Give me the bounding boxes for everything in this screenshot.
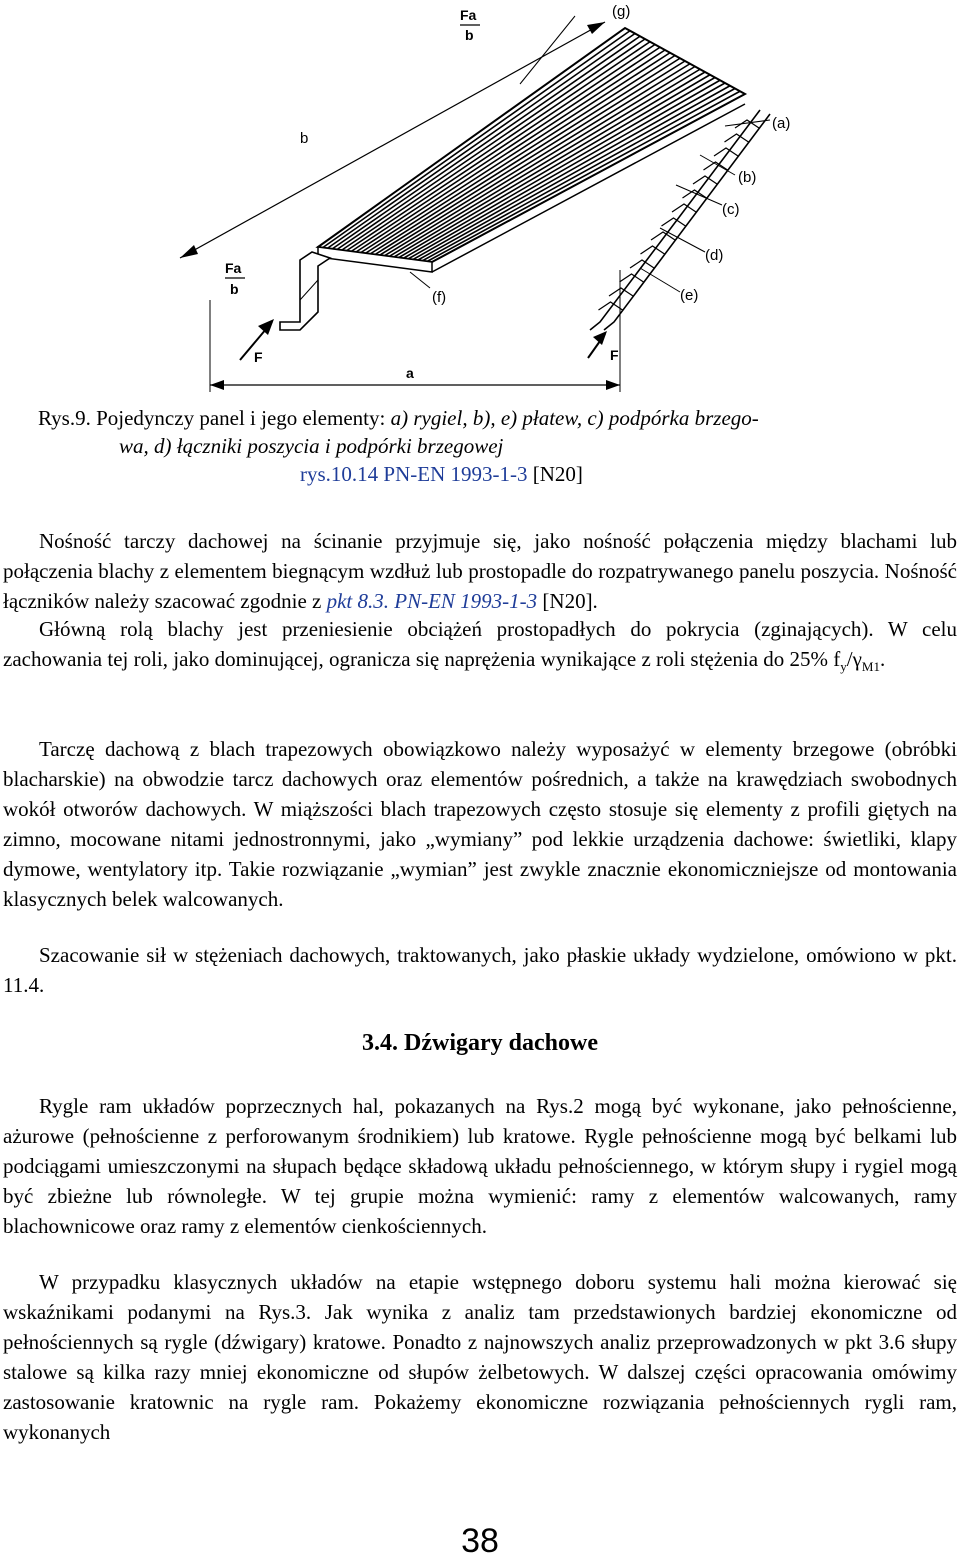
f-right-label: F [610,347,619,363]
paragraph-5-text: Rygle ram układów poprzecznych hal, pokazanych na Rys.2 mogą być wykonane, jako pełnościenne, ażurowe (pełnościenne z perforowanym środnikiem) lub kratowe. Rygle pełnościenne mogą być belkami lub podciągami umieszczonymi na słupach będące składową układu pełnościennego, w którym słupy i rygiel mogą być zbieżne lub równoległe. W tej grupie można wymienić: ramy z elementów walcowanych, ramy blachownicowe oraz ramy z elementów cienkościennych. [3,1094,957,1238]
section-heading: 3.4. Dźwigary dachowe [362,1030,598,1056]
paragraph-1-reference-link[interactable]: pkt 8.3. PN-EN 1993-1-3 [326,589,538,613]
paragraph-6 [3,1267,957,1447]
caption-italic: a) rygiel, b), e) płatew, c) podpórka brzego- [390,406,759,430]
roof-panel-figure [0,0,960,400]
paragraph-1-text: Nośność tarczy dachowej na ścinanie przyjmuje się, jako nośność połączenia między blachami lub połączenia blachy z elementem biegnącym wzdłuż lub prostopadle do rozpatrywanego panelu poszycia. Nośność łączników należy szacować zgodnie z [3,529,957,613]
label-b: (b) [738,169,757,186]
paragraph-3 [3,734,957,914]
label-a: (a) [772,115,791,132]
figure-caption-line3 [300,460,960,488]
paragraph-2-sub-y: y [840,659,847,675]
paragraph-2-sub-m1: M1 [861,659,880,675]
paragraph-2-text: Główną rolą blachy jest przeniesienie obciążeń prostopadłych do pokrycia (zginających). W celu zachowania tej roli, jako dominującej, ogranicza się naprężenia wynikające z roli stężenia do 25% f [3,617,957,671]
fa-left-label: Fa [225,260,242,276]
a-dimension-label: a [406,365,414,381]
label-f: (f) [432,289,447,306]
paragraph-4-text: Szacowanie sił w stężeniach dachowych, traktowanych, jako płaskie układy wydzielone, omówiono w pkt. 11.4. [3,943,957,997]
sheet-rib [375,61,685,255]
b-top-label: b [465,27,474,43]
figure-caption-line2: wa, d) łączniki poszycia i podpórki brzegowej [119,434,504,458]
label-c: (c) [722,201,740,218]
paragraph-4 [3,940,957,1000]
paragraph-2-end: . [879,647,886,671]
sheet-rib [370,58,680,254]
label-e: (e) [680,287,699,304]
page-number: 38 [461,1522,499,1560]
label-d: (d) [705,247,724,264]
paragraph-6-text: W przypadku klasycznych układów na etapie wstępnego doboru systemu hali można kierować się wskaźnikami podanymi na Rys.3. Jak wynika z analiz tam przedstawionych bardziej ekonomiczne od pełnościennych są rygle (dźwigary) kratowe. Ponadto z najnowszych analiz przeprowadzonych w pkt 3.6 słupy stalowe są kilka razy mniej ekonomiczne od słupów żelbetowych. W dalszej części opracowania omówimy zastosowanie kratownic na rygle ram. Pokażemy ekonomiczne rozwiązania pełnościennych rygli ram, wykonanych [3,1270,957,1444]
b-diag-label: b [300,130,309,147]
fa-top-label: Fa [460,7,477,23]
paragraph-3-text: Tarczę dachową z blach trapezowych obowiązkowo należy wyposażyć w elementy brzegowe (obróbki blacharskie) na obwodzie tarcz dachowych oraz elementów pośrednich, a także na krawędziach swobodnych wokół otworów dachowych. W miąższości blach trapezowych często stosuje się elementy z profili giętych na zimno, mocowane nitami jednostronnymi, jako „wymiany” pod lekkie urządzenia dachowe: świetliki, klapy dymowe, wentylatory itp. Takie rozwiązanie „wymian” jest zwykle znacznie ekonomiczniejsze od montowania klasycznych belek walcowanych. [3,737,957,911]
paragraph-2 [3,614,957,682]
roof-panel-drawing [0,0,960,400]
caption-reference-link[interactable]: rys.10.14 PN-EN 1993-1-3 [300,462,528,486]
label-g: (g) [612,3,631,20]
paragraph-2-gamma: /γ [846,647,862,671]
paragraph-1 [3,526,957,616]
caption-reference-tail: [N20] [527,462,583,486]
f-left-label: F [254,349,263,365]
figure-caption-line1 [38,404,938,432]
b-left-label: b [230,281,239,297]
caption-prefix: Rys.9. Pojedynczy panel i jego elementy: [38,406,391,430]
paragraph-5 [3,1091,957,1241]
paragraph-1-tail: [N20]. [537,589,598,613]
